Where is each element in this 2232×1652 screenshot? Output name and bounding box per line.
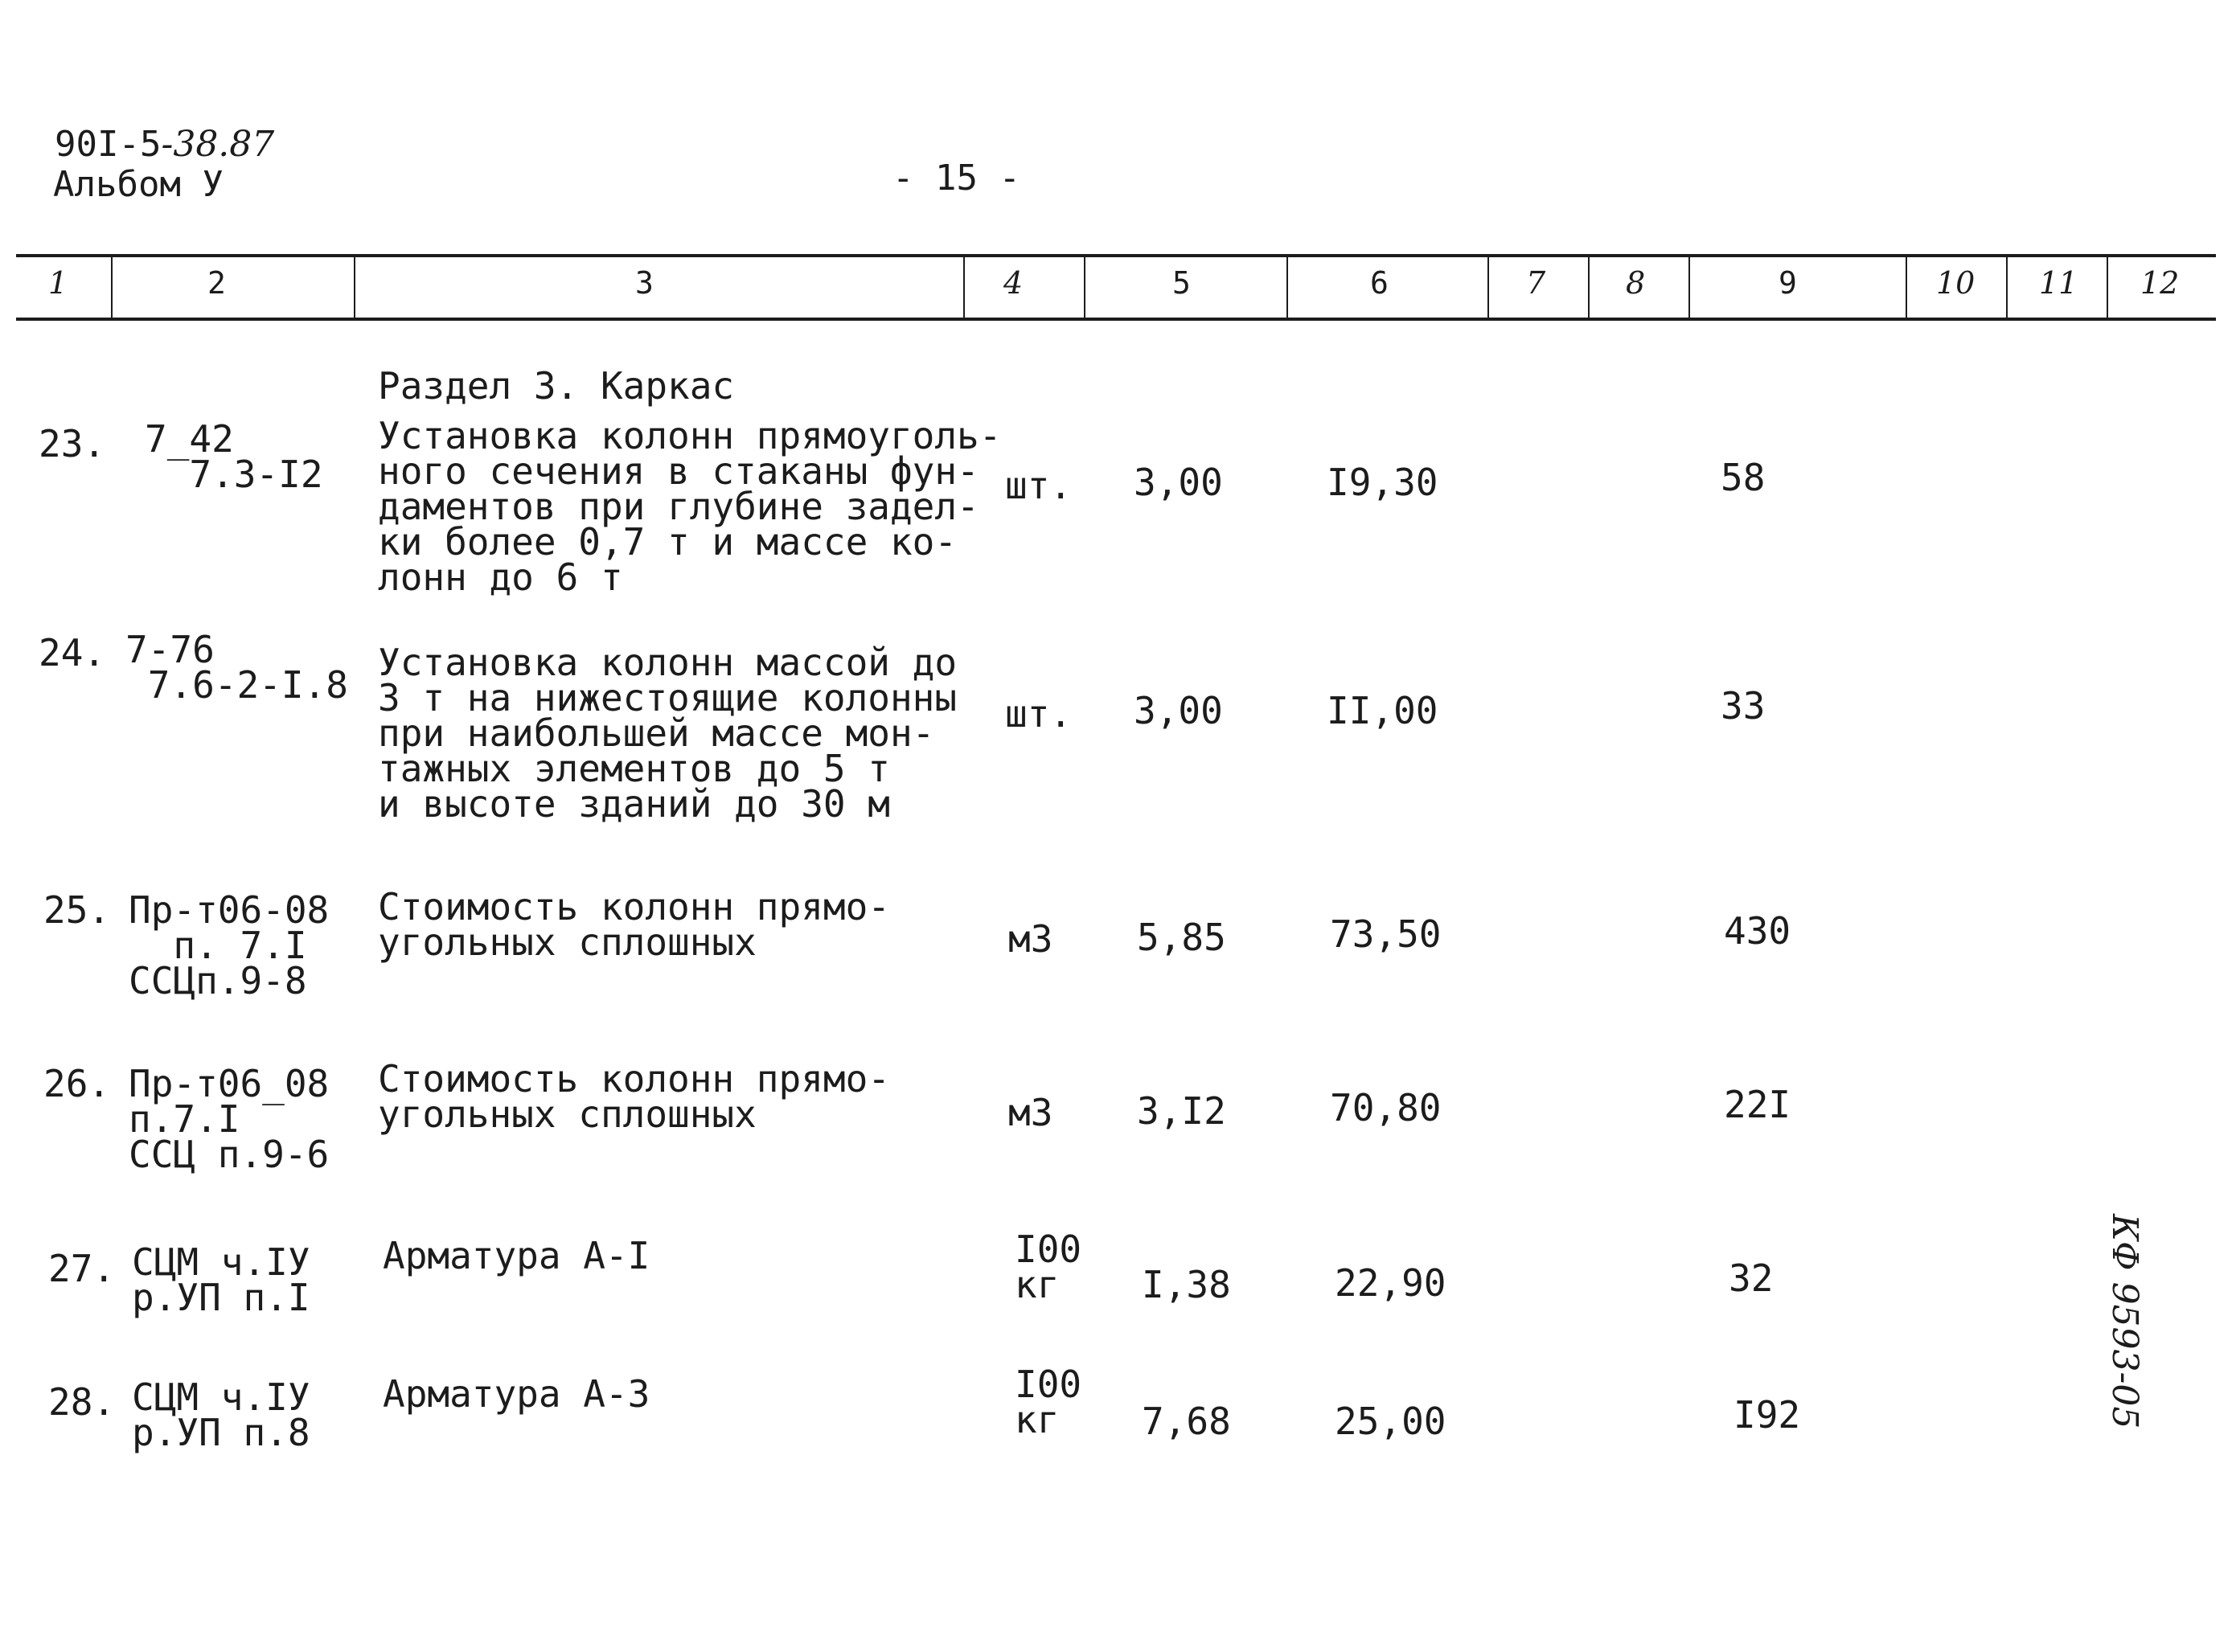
row-description: Установка колонн массой до 3 т на нижестоящие колонны при наибольшей массе мон- тажных элементов до 5 т и высоте зданий до 30 м — [378, 641, 958, 826]
row-unit-price: 22,90 — [1335, 1261, 1446, 1305]
column-divider — [2107, 256, 2108, 318]
row-description: Арматура А-3 — [383, 1372, 650, 1416]
row-description: Стоимость колонн прямо- угольных сплошных — [378, 1057, 890, 1136]
column-header-5: 5 — [1172, 265, 1191, 301]
column-divider — [2006, 256, 2008, 318]
row-total: 58 — [1721, 456, 1766, 499]
row-unit-price: 73,50 — [1330, 912, 1442, 956]
column-divider — [354, 256, 355, 318]
row-code: СЦМ ч.IУ р.УП п.I — [132, 1240, 310, 1319]
column-divider — [1906, 256, 1907, 318]
column-divider — [1487, 256, 1489, 318]
column-header-1: 1 — [48, 265, 68, 301]
row-number: 25. — [43, 888, 111, 932]
row-description: Установка колонн прямоуголь- ного сечения в стаканы фун- даментов при глубине задел- ки более 0,7 т и массе ко- лонн до 6 т — [378, 414, 1002, 599]
row-unit-price: II,00 — [1327, 689, 1438, 732]
row-description: Арматура А-I — [383, 1234, 650, 1277]
row-quantity: 3,00 — [1134, 461, 1223, 504]
header-rule-bottom — [16, 318, 2216, 321]
row-code: Пр-т06-08 п. 7.I ССЦп.9-8 — [129, 888, 330, 1002]
row-unit: шт. — [1005, 692, 1073, 736]
row-code: Пр-т06_08 п.7.I ССЦ п.9-6 — [129, 1062, 330, 1176]
row-quantity: 3,I2 — [1137, 1089, 1226, 1133]
row-code: 7-76 7.6-2-I.8 — [125, 628, 348, 707]
column-header-4: 4 — [1003, 265, 1024, 301]
row-number: 23. — [39, 422, 106, 465]
column-header-8: 8 — [1626, 265, 1646, 301]
row-unit: м3 — [1008, 917, 1053, 961]
column-divider — [963, 256, 965, 318]
column-divider — [1688, 256, 1690, 318]
header-rule-top — [16, 254, 2216, 257]
row-description: Стоимость колонн прямо- угольных сплошных — [378, 885, 890, 964]
row-unit: шт. — [1005, 464, 1073, 507]
column-header-6: 6 — [1370, 265, 1389, 301]
row-code: 7_42 7.3-I2 — [145, 417, 323, 496]
page-number: - 15 - — [892, 158, 1020, 199]
row-unit-price: 25,00 — [1335, 1400, 1446, 1443]
row-number: 27. — [48, 1247, 116, 1290]
column-header-3: 3 — [635, 265, 654, 301]
column-header-7: 7 — [1526, 265, 1546, 301]
row-number: 24. — [39, 631, 106, 674]
column-header-10: 10 — [1936, 265, 1976, 301]
row-quantity: I,38 — [1142, 1263, 1231, 1306]
column-header-9: 9 — [1779, 265, 1797, 301]
column-divider — [1588, 256, 1590, 318]
column-divider — [111, 256, 113, 318]
row-quantity: 5,85 — [1137, 916, 1226, 959]
row-unit: м3 — [1008, 1091, 1053, 1134]
column-header-12: 12 — [2140, 265, 2180, 301]
row-unit-price: I9,30 — [1327, 461, 1438, 504]
row-total: 430 — [1724, 909, 1791, 953]
section-title: Раздел 3. Каркас — [378, 364, 735, 408]
row-number: 28. — [48, 1380, 116, 1424]
row-unit: I00 кг — [1015, 1363, 1082, 1441]
document-code-printed: 90I-5 — [55, 124, 162, 165]
row-unit: I00 кг — [1015, 1228, 1082, 1306]
row-number: 26. — [43, 1062, 111, 1105]
archive-stamp: КФ 9593-05 — [2104, 1214, 2145, 1429]
column-divider — [1084, 256, 1085, 318]
row-total: 22I — [1724, 1083, 1791, 1126]
row-quantity: 7,68 — [1142, 1400, 1231, 1443]
column-header-2: 2 — [207, 265, 226, 301]
row-total: 33 — [1721, 684, 1766, 728]
row-quantity: 3,00 — [1134, 689, 1223, 732]
row-total: I92 — [1733, 1393, 1801, 1437]
row-unit-price: 70,80 — [1330, 1086, 1442, 1129]
column-divider — [1286, 256, 1288, 318]
row-total: 32 — [1729, 1256, 1774, 1300]
document-code-handwritten: -38.87 — [161, 124, 275, 165]
column-header-11: 11 — [2039, 265, 2078, 301]
row-code: СЦМ ч.IУ р.УП п.8 — [132, 1375, 310, 1454]
album-label: Альбом У — [53, 164, 224, 205]
document-code — [55, 124, 275, 165]
